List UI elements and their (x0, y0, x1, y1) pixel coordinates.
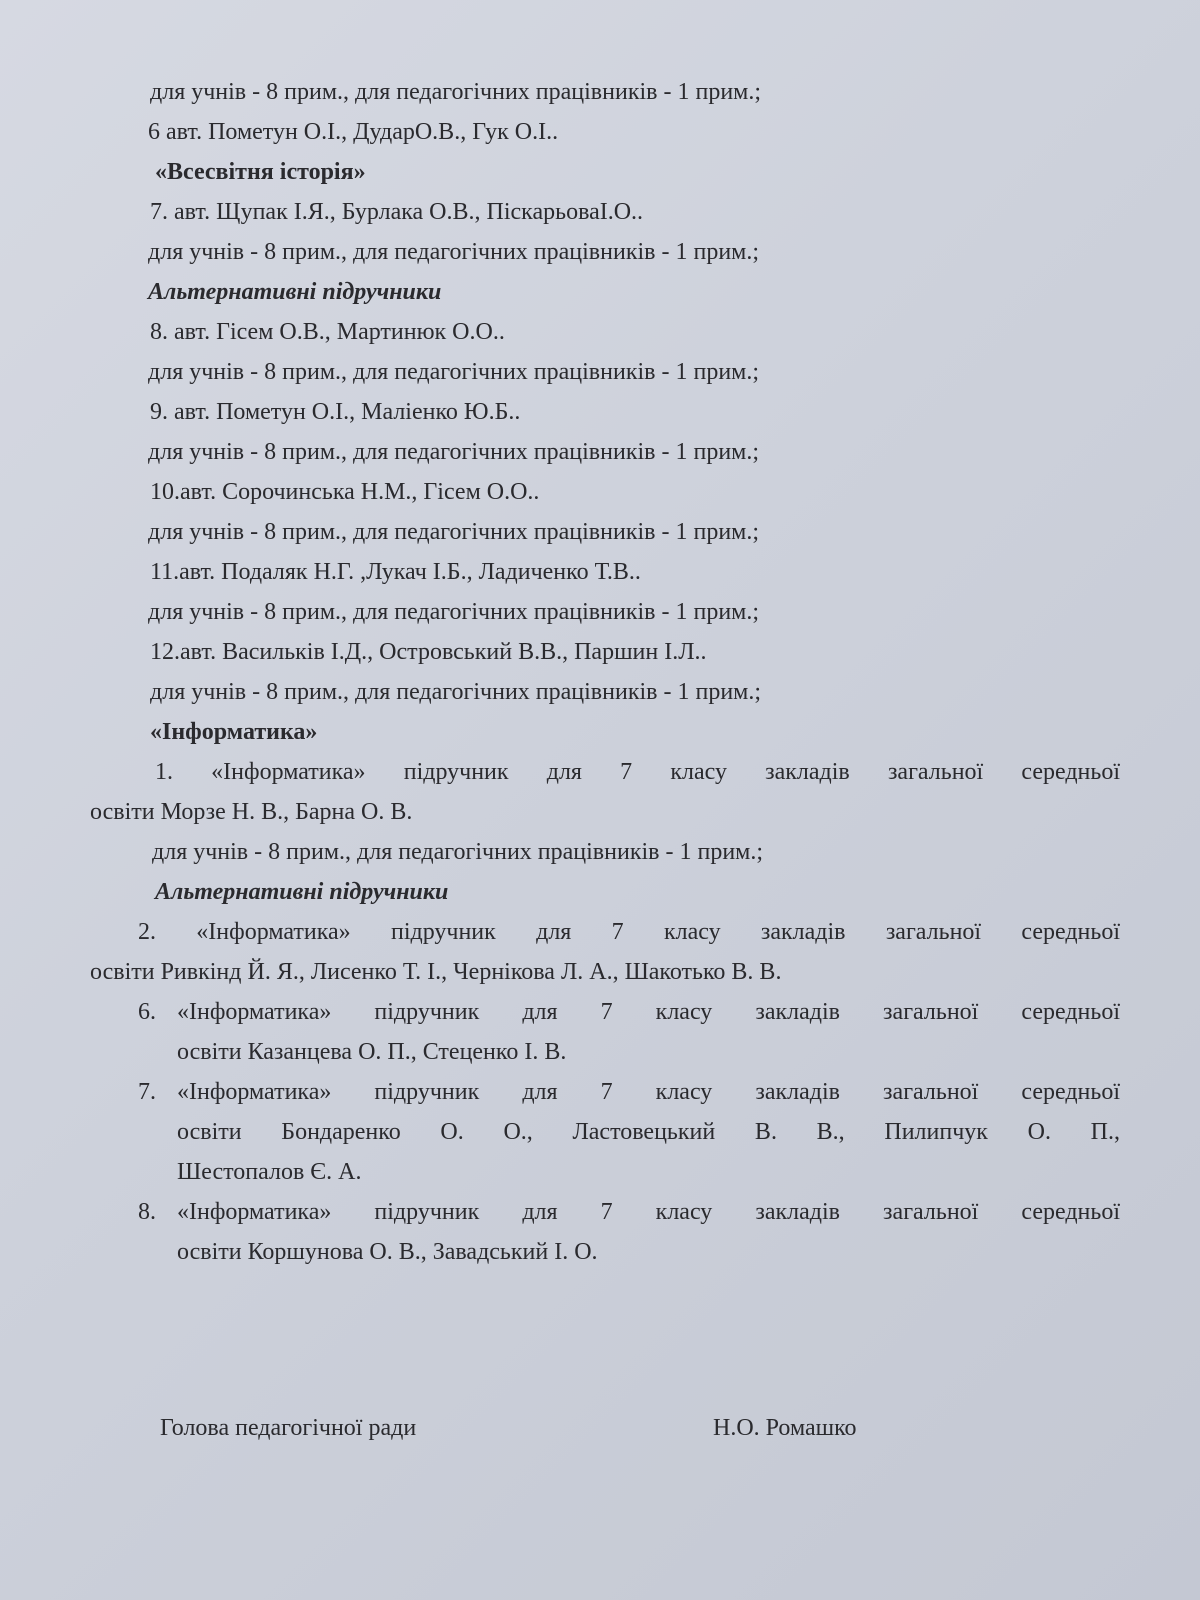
text-line: для учнів - 8 прим., для педагогічних працівників - 1 прим.; (152, 839, 764, 865)
text-line: 10.авт. Сорочинська Н.М., Гісем О.О.. (150, 479, 540, 505)
text-line: освіти Бондаренко О. О., Ластовецький В. В., Пилипчук О. П., (177, 1119, 1120, 1145)
text-line: Шестопалов Є. А. (177, 1159, 362, 1185)
subsection-heading: Альтернативні підручники (155, 879, 449, 905)
text-line: для учнів - 8 прим., для педагогічних працівників - 1 прим.; (150, 679, 762, 705)
text-line: 12.авт. Васильків І.Д., Островський В.В., Паршин І.Л.. (150, 639, 707, 665)
text-line: для учнів - 8 прим., для педагогічних працівників - 1 прим.; (148, 519, 760, 545)
text-line: для учнів - 8 прим., для педагогічних працівників - 1 прим.; (148, 599, 760, 625)
text-line: для учнів - 8 прим., для педагогічних працівників - 1 прим.; (148, 239, 760, 265)
text-line: 2. «Інформатика» підручник для 7 класу закладів загальної середньої (138, 919, 1120, 945)
text-line: 8. авт. Гісем О.В., Мартинюк О.О.. (150, 319, 505, 345)
list-number: 7. (138, 1079, 156, 1105)
text-line: 6 авт. Пометун О.І., ДударО.В., Гук О.І.. (148, 119, 559, 145)
text-line: 7. авт. Щупак І.Я., Бурлака О.В., ПіскарьоваІ.О.. (150, 199, 644, 225)
section-heading: «Всесвітня історія» (155, 159, 366, 185)
list-number: 8. (138, 1199, 156, 1225)
signature-role: Голова педагогічної ради (160, 1415, 417, 1441)
text-line: 9. авт. Пометун О.І., Маліенко Ю.Б.. (150, 399, 521, 425)
text-line: «Інформатика» підручник для 7 класу закладів загальної середньої (177, 1199, 1120, 1225)
text-line: «Інформатика» підручник для 7 класу закладів загальної середньої (177, 1079, 1120, 1105)
text-line: для учнів - 8 прим., для педагогічних працівників - 1 прим.; (148, 359, 760, 385)
text-line: «Інформатика» підручник для 7 класу закладів загальної середньої (177, 999, 1120, 1025)
text-line: освіти Казанцева О. П., Стеценко І. В. (177, 1039, 567, 1065)
text-line: освіти Коршунова О. В., Завадський І. О. (177, 1239, 598, 1265)
text-line: для учнів - 8 прим., для педагогічних працівників - 1 прим.; (150, 79, 762, 105)
text-line: освіти Морзе Н. В., Барна О. В. (90, 799, 413, 825)
text-line: 1. «Інформатика» підручник для 7 класу закладів загальної середньої (155, 759, 1120, 785)
list-number: 6. (138, 999, 156, 1025)
section-heading: «Інформатика» (150, 719, 318, 745)
text-line: 11.авт. Подаляк Н.Г. ,Лукач І.Б., Ладиченко Т.В.. (150, 559, 641, 585)
subsection-heading: Альтернативні підручники (148, 279, 442, 305)
signature-name: Н.О. Ромашко (713, 1415, 857, 1441)
text-line: освіти Ривкінд Й. Я., Лисенко Т. І., Чернікова Л. А., Шакотько В. В. (90, 959, 782, 985)
text-line: для учнів - 8 прим., для педагогічних працівників - 1 прим.; (148, 439, 760, 465)
